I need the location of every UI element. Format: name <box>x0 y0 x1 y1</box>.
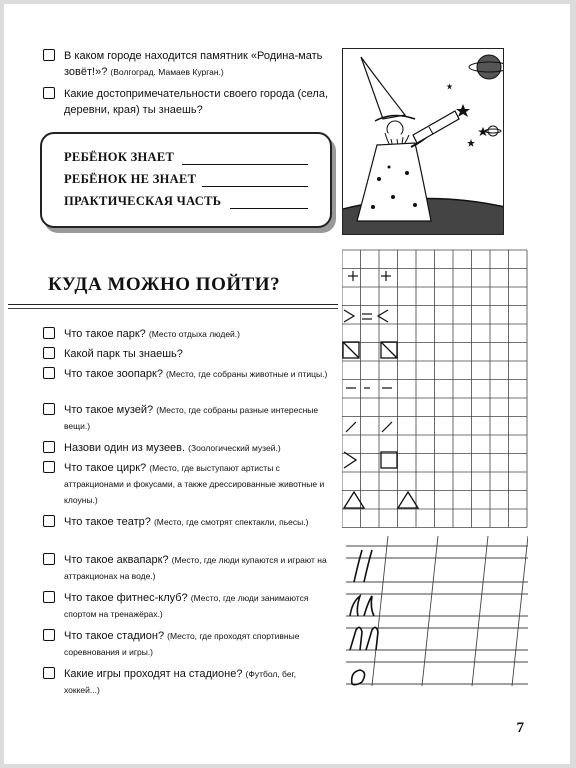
question-monument <box>44 48 334 80</box>
square-diagonal-icon <box>343 342 397 358</box>
checkbox[interactable] <box>43 667 55 679</box>
question-text: В каком городе находится памятник «Родина-мать зовёт!»? <box>64 50 323 78</box>
checkbox[interactable] <box>43 441 55 453</box>
question-aquapark <box>44 552 334 584</box>
section-divider <box>8 308 338 309</box>
checkbox[interactable] <box>43 403 55 415</box>
question-circus <box>44 460 334 508</box>
question-text: Что такое цирк? <box>64 462 147 474</box>
checkbox[interactable] <box>43 591 55 603</box>
triangle-icon <box>344 492 418 508</box>
question-text: Что такое зоопарк? <box>64 368 163 380</box>
checkbox[interactable] <box>43 515 55 527</box>
page-number: 7 <box>516 720 524 736</box>
question-museum <box>44 402 334 434</box>
section-divider <box>8 304 338 305</box>
checkbox[interactable] <box>43 327 55 339</box>
question-text: Какие игры проходят на стадионе? <box>64 668 243 680</box>
compare-signs-icon <box>344 310 388 322</box>
question-park <box>44 326 334 342</box>
answer-note: (Место отдыха людей.) <box>148 329 240 339</box>
question-theatre <box>44 514 334 530</box>
question-stadium <box>44 628 334 660</box>
wizard-with-telescope-icon <box>343 49 504 235</box>
answer-note: (Место, где собраны животные и птицы.) <box>166 369 328 379</box>
answer-note: (Место, где люди купаются и играют на аттракционах на воде.) <box>64 555 327 581</box>
grid-canvas[interactable] <box>342 246 528 690</box>
answer-note: (Место, где собраны разные интересные вещи.) <box>64 405 319 431</box>
answer-note: (Футбол, бег, хоккей...) <box>64 669 296 695</box>
question-text: Что такое театр? <box>64 516 151 528</box>
checkbox[interactable] <box>43 461 55 473</box>
answer-line[interactable] <box>202 186 308 187</box>
question-sights <box>44 86 334 118</box>
label-practice: ПРАКТИЧЕСКАЯ ЧАСТЬ <box>64 194 222 208</box>
workbook-page <box>4 4 570 764</box>
question-text: Какой парк ты знаешь? <box>64 348 183 360</box>
question-text: Что такое фитнес-клуб? <box>64 592 188 604</box>
plus-icon <box>348 271 391 281</box>
question-fitness <box>44 590 334 622</box>
question-text: Что такое парк? <box>64 328 146 340</box>
writing-practice-grid <box>342 246 528 690</box>
question-text: Что такое стадион? <box>64 630 165 642</box>
question-name-museum <box>44 440 334 456</box>
answer-line[interactable] <box>230 208 308 209</box>
checkbox[interactable] <box>43 347 55 359</box>
question-text: Что такое музей? <box>64 404 154 416</box>
wizard-illustration <box>342 48 504 235</box>
answer-note: (Зоологический музей.) <box>188 443 281 453</box>
question-zoo <box>44 366 334 382</box>
answer-note: (Волгоград. Мамаев Курган.) <box>110 67 224 77</box>
arrow-square-icon <box>344 452 397 468</box>
answer-note: (Место, где смотрят спектакли, пьесы.) <box>153 517 309 527</box>
assessment-box <box>40 132 332 228</box>
answer-note: (Место, где люди занимаются спортом на тренажёрах.) <box>64 593 309 619</box>
answer-note: (Место, где проходят спортивные соревнования и игры.) <box>64 631 300 657</box>
checkbox[interactable] <box>43 87 55 99</box>
handwriting-sample-icon <box>350 550 378 685</box>
question-text: Что такое аквапарк? <box>64 554 169 566</box>
label-knows: РЕБЁНОК ЗНАЕТ <box>64 150 175 164</box>
answer-note: (Место, где выступают артисты с аттракционами и фокусами, а также дрессированные животные и клоуны.) <box>64 463 325 505</box>
slash-icon <box>346 422 392 432</box>
slanted-guide-lines <box>346 536 528 686</box>
question-stadium-games <box>44 666 334 698</box>
answer-line[interactable] <box>182 164 308 165</box>
checkbox[interactable] <box>43 367 55 379</box>
question-text: Какие достопримечательности своего города (села, деревни, края) ты знаешь? <box>64 88 328 116</box>
label-not-knows: РЕБЁНОК НЕ ЗНАЕТ <box>64 172 197 186</box>
checkbox[interactable] <box>43 553 55 565</box>
question-which-park <box>44 346 334 362</box>
checkbox[interactable] <box>43 49 55 61</box>
section-title: КУДА МОЖНО ПОЙТИ? <box>48 274 281 295</box>
question-text: Назови один из музеев. <box>64 442 186 454</box>
checkbox[interactable] <box>43 629 55 641</box>
